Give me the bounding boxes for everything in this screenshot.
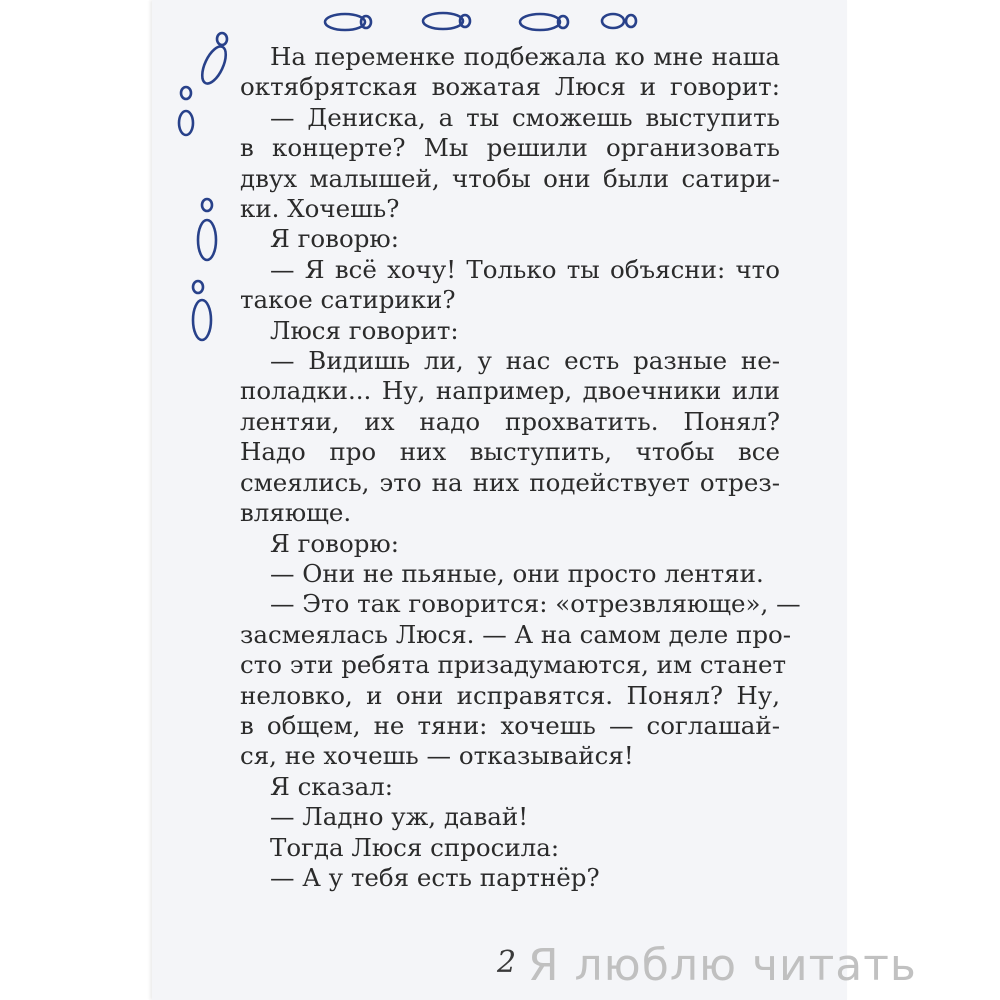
- text-line: ся, не хочешь — отказывайся!: [240, 741, 634, 771]
- text-line: — Ладно уж, давай!: [270, 802, 529, 832]
- text-line: в общем, не тяни: хочешь — соглашай-: [240, 710, 780, 740]
- text-line: смеялись, это на них подействует отрез-: [240, 467, 780, 497]
- text-line: Я говорю:: [270, 224, 399, 254]
- text-line: ки. Хочешь?: [240, 194, 400, 224]
- watermark: Я люблю читать: [528, 940, 917, 991]
- text-line: засмеялась Люся. — А на самом деле про-: [240, 619, 792, 649]
- text-line: поладки... Ну, например, двоечники или: [240, 376, 780, 406]
- text-line: Тогда Люся спросила:: [270, 832, 560, 862]
- page-number: 2: [497, 945, 517, 980]
- text-line: такое сатирики?: [240, 285, 456, 315]
- text-line: октябрятская вожатая Люся и говорит:: [240, 72, 780, 102]
- text-line: — А у тебя есть партнёр?: [270, 862, 600, 892]
- text-line: двух малышей, чтобы они были сатири-: [240, 163, 780, 193]
- text-line: в концерте? Мы решили организовать: [240, 133, 780, 163]
- text-line: Люся говорит:: [270, 315, 459, 345]
- text-line: На переменке подбежала ко мне наша: [270, 42, 780, 71]
- text-line: сто эти ребята призадумаются, им станет: [240, 650, 787, 680]
- text-line: Я сказал:: [270, 771, 394, 801]
- text-line: — Дениска, а ты сможешь выступить: [270, 102, 780, 132]
- text-line: — Они не пьяные, они просто лентяи.: [270, 558, 764, 588]
- text-line: Надо про них выступить, чтобы все: [240, 437, 780, 467]
- footprints-side-icon: [170, 25, 230, 355]
- footprints-top-icon: [305, 6, 665, 36]
- text-line: неловко, и они исправятся. Понял? Ну,: [240, 680, 780, 710]
- text-line: — Я всё хочу! Только ты объясни: что: [270, 254, 780, 284]
- text-line: — Это так говорится: «отрезвляюще», —: [270, 589, 801, 619]
- text-line: вляюще.: [240, 498, 352, 528]
- text-line: Я говорю:: [270, 528, 399, 558]
- text-line: лентяи, их надо прохватить. Понял?: [240, 406, 780, 436]
- story-text: [240, 42, 801, 893]
- text-line: — Видишь ли, у нас есть разные не-: [270, 346, 780, 376]
